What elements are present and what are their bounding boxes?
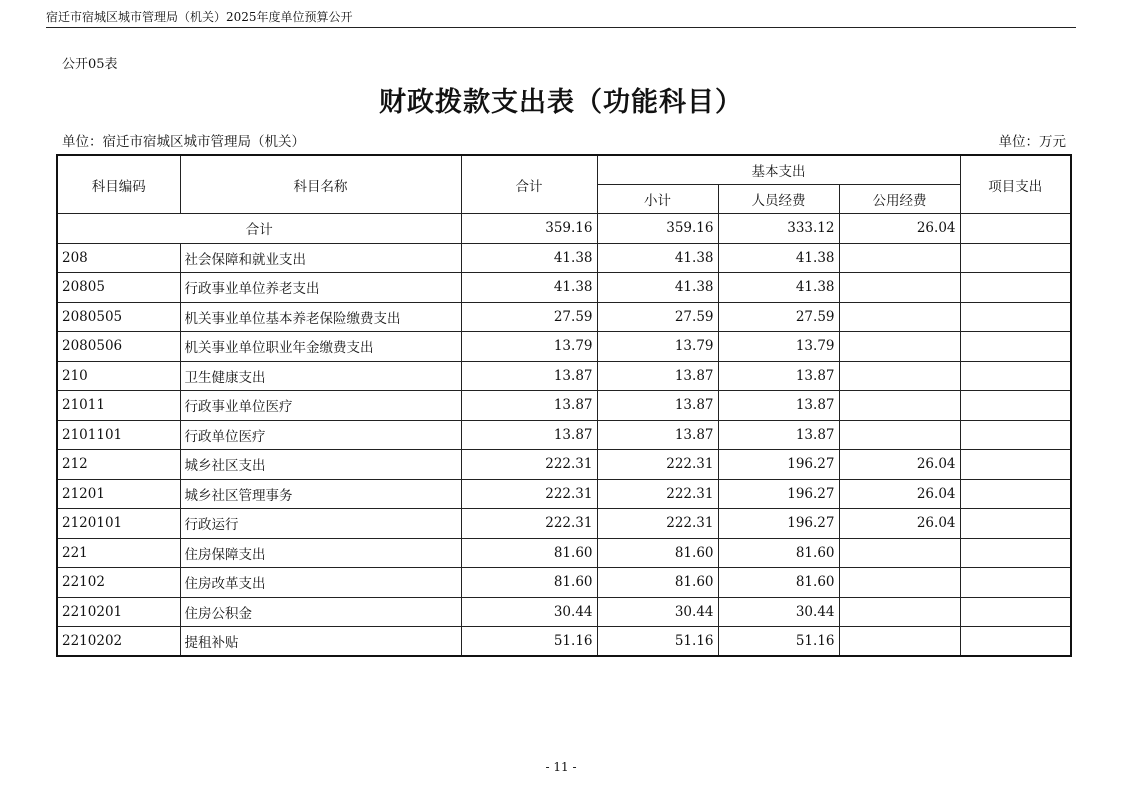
page-title: 财政拨款支出表（功能科目）: [379, 87, 743, 118]
cell-personnel: 196.27: [718, 479, 839, 509]
cell-code: 2210201: [57, 597, 180, 627]
cell-personnel: 51.16: [718, 627, 839, 657]
cell-public: 26.04: [839, 479, 960, 509]
table-row: [57, 391, 1071, 421]
cell-personnel: 41.38: [718, 243, 839, 273]
cell-project: [960, 391, 1071, 421]
cell-code: 2210202: [57, 627, 180, 657]
cell-project: [960, 538, 1071, 568]
table-row: [57, 420, 1071, 450]
cell-code: 20805: [57, 273, 180, 303]
cell-subtotal: 13.79: [597, 332, 718, 362]
cell-code: 22102: [57, 568, 180, 598]
cell-personnel: 27.59: [718, 302, 839, 332]
cell-subtotal: 27.59: [597, 302, 718, 332]
cell-subtotal: 359.16: [597, 214, 718, 244]
header-project: 项目支出: [960, 155, 1071, 214]
cell-total: 222.31: [461, 479, 597, 509]
cell-public: [839, 627, 960, 657]
cell-total: 41.38: [461, 273, 597, 303]
table-row: [57, 332, 1071, 362]
cell-project: [960, 214, 1071, 244]
cell-public: [839, 391, 960, 421]
cell-name: 行政事业单位医疗: [180, 391, 461, 421]
header-public: 公用经费: [839, 185, 960, 214]
cell-project: [960, 627, 1071, 657]
table-row: [57, 597, 1071, 627]
table-row: [57, 509, 1071, 539]
cell-public: [839, 332, 960, 362]
header-basic: 基本支出: [597, 155, 960, 185]
cell-name: 行政运行: [180, 509, 461, 539]
cell-public: 26.04: [839, 509, 960, 539]
table-row: [57, 627, 1071, 657]
cell-subtotal: 222.31: [597, 509, 718, 539]
cell-name: 住房保障支出: [180, 538, 461, 568]
cell-public: [839, 420, 960, 450]
cell-personnel: 41.38: [718, 273, 839, 303]
table-row: [57, 538, 1071, 568]
currency-unit-label: 单位：万元: [998, 134, 1066, 150]
cell-total: 222.31: [461, 509, 597, 539]
cell-subtotal: 81.60: [597, 538, 718, 568]
table-row: [57, 302, 1071, 332]
cell-project: [960, 509, 1071, 539]
cell-public: 26.04: [839, 450, 960, 480]
cell-project: [960, 479, 1071, 509]
cell-name: 城乡社区管理事务: [180, 479, 461, 509]
cell-code: 2080505: [57, 302, 180, 332]
cell-personnel: 13.87: [718, 391, 839, 421]
cell-project: [960, 243, 1071, 273]
table-number: 公开05表: [62, 57, 118, 72]
table-row: [57, 243, 1071, 273]
header-subtotal: 小计: [597, 185, 718, 214]
cell-code: 221: [57, 538, 180, 568]
cell-total: 41.38: [461, 243, 597, 273]
cell-code: 210: [57, 361, 180, 391]
header-code: 科目编码: [57, 155, 180, 214]
cell-total: 359.16: [461, 214, 597, 244]
total-row: [57, 214, 1071, 244]
cell-total: 30.44: [461, 597, 597, 627]
cell-public: [839, 361, 960, 391]
cell-name: 社会保障和就业支出: [180, 243, 461, 273]
cell-name: 住房改革支出: [180, 568, 461, 598]
cell-public: [839, 568, 960, 598]
cell-project: [960, 420, 1071, 450]
header-rule: [46, 27, 1076, 28]
cell-public: [839, 597, 960, 627]
cell-code: 2101101: [57, 420, 180, 450]
cell-total: 27.59: [461, 302, 597, 332]
cell-project: [960, 597, 1071, 627]
running-header: 宿迁市宿城区城市管理局（机关）2025年度单位预算公开: [46, 10, 353, 24]
total-label: 合计: [57, 214, 461, 244]
cell-name: 城乡社区支出: [180, 450, 461, 480]
cell-total: 13.87: [461, 420, 597, 450]
cell-total: 222.31: [461, 450, 597, 480]
cell-public: 26.04: [839, 214, 960, 244]
cell-subtotal: 222.31: [597, 479, 718, 509]
cell-personnel: 81.60: [718, 568, 839, 598]
expenditure-table: [56, 154, 1072, 657]
cell-name: 卫生健康支出: [180, 361, 461, 391]
table-row: [57, 568, 1071, 598]
cell-name: 行政单位医疗: [180, 420, 461, 450]
cell-total: 13.87: [461, 361, 597, 391]
cell-subtotal: 41.38: [597, 243, 718, 273]
cell-personnel: 333.12: [718, 214, 839, 244]
table-header-row: [57, 155, 1071, 185]
table-row: [57, 361, 1071, 391]
cell-total: 81.60: [461, 568, 597, 598]
cell-total: 13.79: [461, 332, 597, 362]
cell-project: [960, 273, 1071, 303]
cell-subtotal: 41.38: [597, 273, 718, 303]
header-personnel: 人员经费: [718, 185, 839, 214]
table-row: [57, 450, 1071, 480]
cell-subtotal: 13.87: [597, 420, 718, 450]
cell-personnel: 81.60: [718, 538, 839, 568]
cell-subtotal: 13.87: [597, 361, 718, 391]
cell-personnel: 196.27: [718, 509, 839, 539]
cell-code: 2120101: [57, 509, 180, 539]
cell-subtotal: 30.44: [597, 597, 718, 627]
cell-name: 住房公积金: [180, 597, 461, 627]
cell-project: [960, 332, 1071, 362]
cell-public: [839, 243, 960, 273]
page-number: - 11 -: [545, 760, 577, 774]
cell-personnel: 13.87: [718, 420, 839, 450]
cell-code: 21201: [57, 479, 180, 509]
cell-personnel: 13.87: [718, 361, 839, 391]
cell-code: 212: [57, 450, 180, 480]
cell-project: [960, 302, 1071, 332]
cell-public: [839, 302, 960, 332]
cell-project: [960, 568, 1071, 598]
cell-personnel: 196.27: [718, 450, 839, 480]
cell-name: 提租补贴: [180, 627, 461, 657]
table-row: [57, 479, 1071, 509]
cell-public: [839, 538, 960, 568]
cell-name: 行政事业单位养老支出: [180, 273, 461, 303]
cell-total: 13.87: [461, 391, 597, 421]
cell-name: 机关事业单位职业年金缴费支出: [180, 332, 461, 362]
cell-public: [839, 273, 960, 303]
header-name: 科目名称: [180, 155, 461, 214]
cell-subtotal: 51.16: [597, 627, 718, 657]
cell-total: 81.60: [461, 538, 597, 568]
cell-name: 机关事业单位基本养老保险缴费支出: [180, 302, 461, 332]
cell-subtotal: 222.31: [597, 450, 718, 480]
cell-personnel: 30.44: [718, 597, 839, 627]
header-total: 合计: [461, 155, 597, 214]
cell-code: 21011: [57, 391, 180, 421]
cell-personnel: 13.79: [718, 332, 839, 362]
cell-total: 51.16: [461, 627, 597, 657]
organization-label: 单位：宿迁市宿城区城市管理局（机关）: [62, 134, 305, 150]
cell-code: 2080506: [57, 332, 180, 362]
cell-subtotal: 81.60: [597, 568, 718, 598]
cell-subtotal: 13.87: [597, 391, 718, 421]
table-row: [57, 273, 1071, 303]
cell-code: 208: [57, 243, 180, 273]
cell-project: [960, 361, 1071, 391]
cell-project: [960, 450, 1071, 480]
